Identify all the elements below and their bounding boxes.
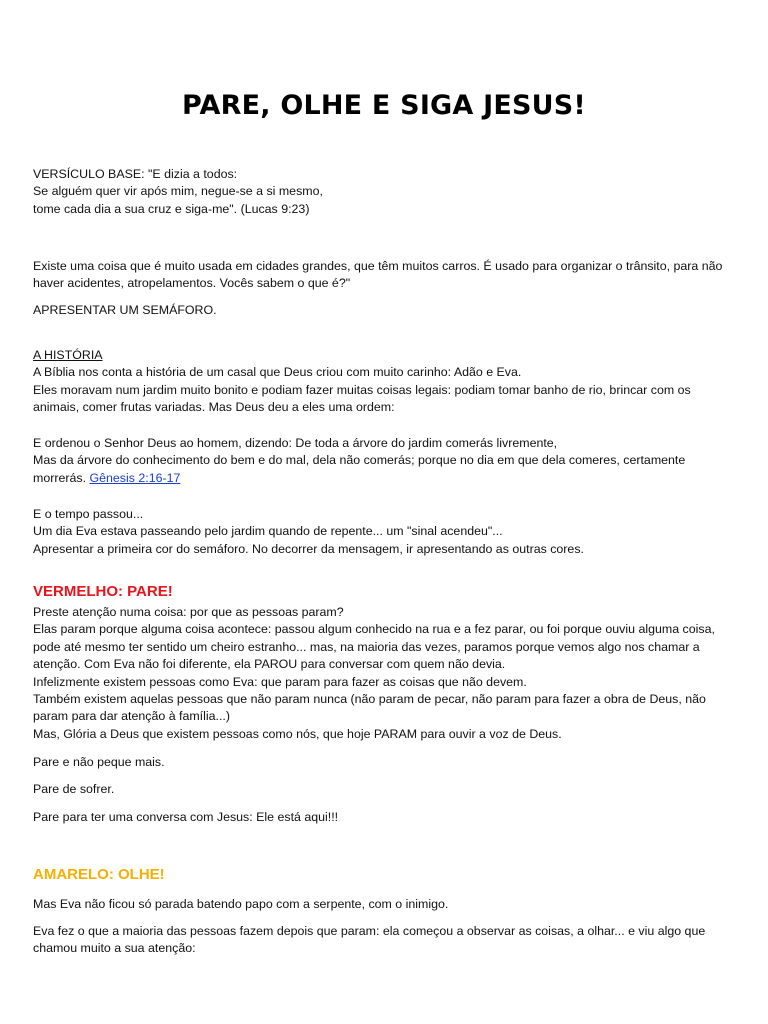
section-line: Infelizmente existem pessoas como Eva: que param para fazer as coisas que não devem. [33, 674, 527, 689]
quote-text: Mas da árvore do conhecimento do bem e do mal, dela não comerás; porque no dia em que dela comeres, certamente morrerás. [33, 453, 686, 485]
red-section-body [33, 604, 733, 743]
stop-line [33, 781, 733, 798]
story-line: E o tempo passou... [33, 507, 144, 521]
instruction-text: APRESENTAR UM SEMÁFORO. [33, 303, 217, 317]
page-title: PARE, OLHE E SIGA JESUS! [182, 90, 586, 121]
yellow-paragraph [33, 923, 733, 958]
section-line: Eva fez o que a maioria das pessoas fazem depois que param: ela começou a observar as coisas, a olhar... e viu algo que chamou muito a sua atenção: [33, 924, 706, 956]
story-section [33, 347, 733, 417]
quote-line: E ordenou o Senhor Deus ao homem, dizendo: De toda a árvore do jardim comerás livremente, [33, 436, 558, 450]
section-line: Mas Eva não ficou só parada batendo papo com a serpente, com o inimigo. [33, 897, 449, 911]
stop-line [33, 754, 733, 771]
base-verse [33, 166, 733, 218]
section-line: Preste atenção numa coisa: por que as pessoas param? [33, 605, 344, 619]
scripture-quote [33, 435, 733, 487]
story-line: Apresentar a primeira cor do semáforo. No decorrer da mensagem, ir apresentando as outras cores. [33, 541, 584, 556]
section-line: Elas param porque alguma coisa acontece: passou algum conhecido na rua e a fez parar, ou foi porque ouviu alguma coisa, pode até mesmo ter sentido um cheiro estranho... mas, na maioria das vezes, paramos porque vemos algo nos chamar a atenção. Com Eva não foi diferente, ela PAROU para conversar com quem não devia. [33, 622, 715, 672]
yellow-heading: AMARELO: OLHE! [33, 866, 165, 883]
story-line: Um dia Eva estava passeando pelo jardim quando de repente... um "sinal acendeu"... [33, 524, 503, 539]
intro-paragraph [33, 258, 733, 293]
yellow-paragraph [33, 896, 733, 913]
stop-text: Pare de sofrer. [33, 782, 115, 796]
story-heading: A HISTÓRIA [33, 348, 103, 362]
stop-text: Pare para ter uma conversa com Jesus: Ele está aqui!!! [33, 810, 339, 824]
story-line: Eles moravam num jardim muito bonito e podiam fazer muitas coisas legais: podiam tomar banho de rio, brincar com os animais, comer frutas variadas. Mas Deus deu a eles uma ordem: [33, 382, 691, 415]
red-heading: VERMELHO: PARE! [33, 583, 173, 600]
quote-line [33, 452, 733, 487]
section-line: Mas, Glória a Deus que existem pessoas como nós, que hoje PARAM para ouvir a voz de Deus. [33, 726, 562, 741]
stop-text: Pare e não peque mais. [33, 755, 165, 769]
verse-line: tome cada dia a sua cruz e siga-me". (Lucas 9:23) [33, 201, 310, 216]
verse-line: Se alguém quer vir após mim, negue-se a si mesmo, [33, 184, 323, 199]
stop-line [33, 809, 733, 826]
intro-instruction [33, 302, 733, 319]
intro-text: Existe uma coisa que é muito usada em cidades grandes, que têm muitos carros. É usado para organizar o trânsito, para não haver acidentes, atropelamentos. Vocês sabem o que é?" [33, 259, 723, 291]
section-line: Também existem aquelas pessoas que não param nunca (não param de pecar, não param para fazer a obra de Deus, não param para dar atenção à família...) [33, 692, 706, 724]
genesis-reference-link[interactable]: Gênesis 2:16-17 [89, 470, 181, 485]
story-line: A Bíblia nos conta a história de um casal que Deus criou com muito carinho: Adão e Eva. [33, 365, 522, 380]
time-passed [33, 506, 733, 558]
verse-line: VERSÍCULO BASE: "E dizia a todos: [33, 167, 238, 181]
